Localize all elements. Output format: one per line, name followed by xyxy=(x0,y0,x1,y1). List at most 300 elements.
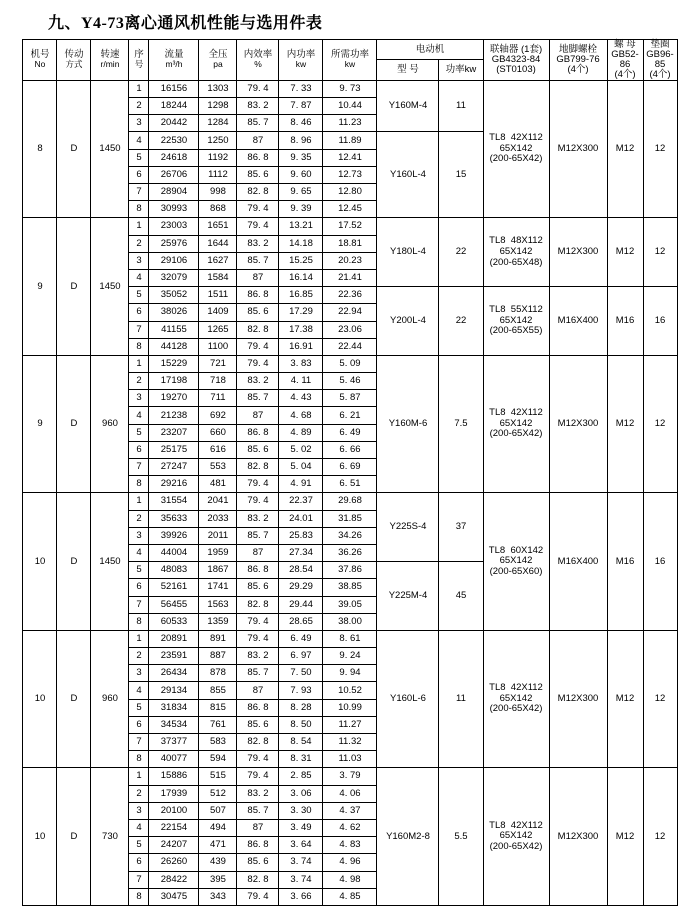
cell-liuliang: 24207 xyxy=(149,837,199,854)
cell-xuhao: 1 xyxy=(129,768,149,785)
cell-liuliang: 23003 xyxy=(149,218,199,235)
cell-suoxugonglv: 4. 98 xyxy=(323,871,377,888)
cell-neixiaolv: 82. 8 xyxy=(237,871,279,888)
cell-neixiaolv: 79. 4 xyxy=(237,613,279,630)
cell-chuandong: D xyxy=(57,80,91,218)
cell-neixiaolv: 79. 4 xyxy=(237,201,279,218)
cell-neixiaolv: 83. 2 xyxy=(237,98,279,115)
cell-dijiaoluoshuan: M12X300 xyxy=(549,630,607,768)
cell-xuhao: 3 xyxy=(129,390,149,407)
cell-suoxugonglv: 11.32 xyxy=(323,734,377,751)
cell-motor-gonglv: 22 xyxy=(439,287,483,356)
cell-dianquan: 16 xyxy=(643,287,677,356)
cell-liuliang: 56455 xyxy=(149,596,199,613)
cell-suoxugonglv: 4. 96 xyxy=(323,854,377,871)
cell-xuhao: 4 xyxy=(129,682,149,699)
cell-neixiaolv: 85. 6 xyxy=(237,854,279,871)
cell-neixiaolv: 86. 8 xyxy=(237,424,279,441)
cell-neigonglv: 9. 35 xyxy=(279,149,323,166)
cell-suoxugonglv: 22.36 xyxy=(323,287,377,304)
table-row xyxy=(23,355,677,372)
cell-neixiaolv: 82. 8 xyxy=(237,321,279,338)
cell-neixiaolv: 87 xyxy=(237,269,279,286)
cell-luomu: M12 xyxy=(607,768,643,906)
cell-suoxugonglv: 37.86 xyxy=(323,562,377,579)
cell-neigonglv: 3. 83 xyxy=(279,355,323,372)
cell-zhuansu: 1450 xyxy=(91,493,129,631)
cell-motor-gonglv: 45 xyxy=(439,562,483,631)
cell-xuhao: 1 xyxy=(129,80,149,97)
cell-jihao: 9 xyxy=(23,218,57,356)
cell-liuliang: 28422 xyxy=(149,871,199,888)
cell-neigonglv: 4. 43 xyxy=(279,390,323,407)
cell-quanya: 1100 xyxy=(199,338,237,355)
cell-quanya: 1627 xyxy=(199,252,237,269)
cell-dijiaoluoshuan: M12X300 xyxy=(549,768,607,906)
cell-quanya: 1584 xyxy=(199,269,237,286)
cell-lianzhouqi: TL8 42X112 65X142 (200-65X42) xyxy=(483,630,549,768)
cell-neixiaolv: 79. 4 xyxy=(237,493,279,510)
cell-neigonglv: 16.85 xyxy=(279,287,323,304)
cell-quanya: 507 xyxy=(199,802,237,819)
cell-xuhao: 2 xyxy=(129,648,149,665)
cell-xuhao: 5 xyxy=(129,837,149,854)
cell-suoxugonglv: 38.00 xyxy=(323,613,377,630)
cell-liuliang: 35633 xyxy=(149,510,199,527)
cell-xuhao: 1 xyxy=(129,630,149,647)
cell-motor-xinghao: Y180L-4 xyxy=(377,218,439,287)
cell-neigonglv: 27.34 xyxy=(279,544,323,561)
cell-xuhao: 4 xyxy=(129,132,149,149)
cell-lianzhouqi: TL8 42X112 65X142 (200-65X42) xyxy=(483,355,549,493)
cell-xuhao: 7 xyxy=(129,734,149,751)
cell-neigonglv: 5. 02 xyxy=(279,441,323,458)
cell-xuhao: 2 xyxy=(129,98,149,115)
cell-neigonglv: 8. 31 xyxy=(279,751,323,768)
cell-dijiaoluoshuan: M12X300 xyxy=(549,218,607,287)
col-head-neigonglv: 内功率 kw xyxy=(279,40,323,81)
cell-quanya: 512 xyxy=(199,785,237,802)
cell-neixiaolv: 85. 7 xyxy=(237,527,279,544)
cell-liuliang: 26434 xyxy=(149,665,199,682)
cell-suoxugonglv: 23.06 xyxy=(323,321,377,338)
cell-zhuansu: 1450 xyxy=(91,218,129,356)
cell-suoxugonglv: 12.41 xyxy=(323,149,377,166)
cell-quanya: 2033 xyxy=(199,510,237,527)
cell-suoxugonglv: 5. 09 xyxy=(323,355,377,372)
cell-neigonglv: 17.38 xyxy=(279,321,323,338)
cell-quanya: 1867 xyxy=(199,562,237,579)
cell-liuliang: 23591 xyxy=(149,648,199,665)
cell-neixiaolv: 87 xyxy=(237,682,279,699)
cell-chuandong: D xyxy=(57,630,91,768)
cell-neixiaolv: 86. 8 xyxy=(237,837,279,854)
cell-liuliang: 24618 xyxy=(149,149,199,166)
cell-neigonglv: 8. 96 xyxy=(279,132,323,149)
cell-liuliang: 29134 xyxy=(149,682,199,699)
cell-neixiaolv: 79. 4 xyxy=(237,338,279,355)
cell-neixiaolv: 79. 4 xyxy=(237,80,279,97)
cell-xuhao: 2 xyxy=(129,235,149,252)
cell-neixiaolv: 86. 8 xyxy=(237,699,279,716)
cell-chuandong: D xyxy=(57,355,91,493)
page-title: 九、Y4-73离心通风机性能与选用件表 xyxy=(48,15,323,32)
cell-quanya: 1192 xyxy=(199,149,237,166)
cell-neixiaolv: 79. 4 xyxy=(237,218,279,235)
cell-dijiaoluoshuan: M12X300 xyxy=(549,355,607,493)
cell-liuliang: 17939 xyxy=(149,785,199,802)
cell-suoxugonglv: 9. 73 xyxy=(323,80,377,97)
cell-luomu: M12 xyxy=(607,218,643,287)
cell-neixiaolv: 83. 2 xyxy=(237,785,279,802)
cell-quanya: 878 xyxy=(199,665,237,682)
cell-quanya: 1250 xyxy=(199,132,237,149)
cell-xuhao: 3 xyxy=(129,115,149,132)
cell-xuhao: 6 xyxy=(129,441,149,458)
cell-neigonglv: 16.14 xyxy=(279,269,323,286)
cell-neixiaolv: 85. 7 xyxy=(237,115,279,132)
cell-xuhao: 6 xyxy=(129,304,149,321)
cell-neigonglv: 2. 85 xyxy=(279,768,323,785)
cell-xuhao: 1 xyxy=(129,493,149,510)
col-head-dianquan: 垫圈 GB96-85 (4个) xyxy=(643,40,677,81)
cell-liuliang: 41155 xyxy=(149,321,199,338)
cell-suoxugonglv: 11.03 xyxy=(323,751,377,768)
cell-dianquan: 16 xyxy=(643,493,677,631)
cell-suoxugonglv: 38.85 xyxy=(323,579,377,596)
cell-suoxugonglv: 4. 06 xyxy=(323,785,377,802)
cell-xuhao: 2 xyxy=(129,373,149,390)
cell-suoxugonglv: 6. 69 xyxy=(323,459,377,476)
cell-neixiaolv: 85. 6 xyxy=(237,166,279,183)
cell-quanya: 1644 xyxy=(199,235,237,252)
cell-quanya: 515 xyxy=(199,768,237,785)
cell-neigonglv: 7. 93 xyxy=(279,682,323,699)
cell-dijiaoluoshuan: M16X400 xyxy=(549,287,607,356)
cell-liuliang: 27247 xyxy=(149,459,199,476)
cell-neixiaolv: 83. 2 xyxy=(237,373,279,390)
cell-luomu: M12 xyxy=(607,80,643,218)
cell-motor-gonglv: 11 xyxy=(439,630,483,768)
cell-liuliang: 22530 xyxy=(149,132,199,149)
cell-suoxugonglv: 22.94 xyxy=(323,304,377,321)
cell-lianzhouqi: TL8 60X142 65X142 (200-65X60) xyxy=(483,493,549,631)
cell-liuliang: 17198 xyxy=(149,373,199,390)
cell-liuliang: 34534 xyxy=(149,716,199,733)
cell-neigonglv: 17.29 xyxy=(279,304,323,321)
cell-neixiaolv: 79. 4 xyxy=(237,630,279,647)
cell-liuliang: 30993 xyxy=(149,201,199,218)
table-row xyxy=(23,493,677,510)
cell-neixiaolv: 82. 8 xyxy=(237,734,279,751)
cell-quanya: 594 xyxy=(199,751,237,768)
cell-motor-xinghao: Y225S-4 xyxy=(377,493,439,562)
cell-neixiaolv: 86. 8 xyxy=(237,149,279,166)
cell-motor-xinghao: Y160M-4 xyxy=(377,80,439,132)
cell-xuhao: 1 xyxy=(129,355,149,372)
cell-suoxugonglv: 31.85 xyxy=(323,510,377,527)
cell-suoxugonglv: 12.80 xyxy=(323,184,377,201)
cell-suoxugonglv: 4. 83 xyxy=(323,837,377,854)
col-head-suoxugonglv: 所需功率 kw xyxy=(323,40,377,81)
cell-liuliang: 48083 xyxy=(149,562,199,579)
cell-quanya: 1359 xyxy=(199,613,237,630)
cell-liuliang: 38026 xyxy=(149,304,199,321)
cell-quanya: 1298 xyxy=(199,98,237,115)
cell-lianzhouqi: TL8 55X112 65X142 (200-65X55) xyxy=(483,287,549,356)
cell-xuhao: 2 xyxy=(129,785,149,802)
col-head-zhuansu: 转速 r/min xyxy=(91,40,129,81)
cell-xuhao: 3 xyxy=(129,252,149,269)
cell-suoxugonglv: 17.52 xyxy=(323,218,377,235)
cell-neixiaolv: 79. 4 xyxy=(237,751,279,768)
cell-xuhao: 3 xyxy=(129,527,149,544)
cell-xuhao: 8 xyxy=(129,751,149,768)
cell-jihao: 10 xyxy=(23,630,57,768)
cell-liuliang: 44128 xyxy=(149,338,199,355)
cell-suoxugonglv: 6. 51 xyxy=(323,476,377,493)
cell-xuhao: 5 xyxy=(129,287,149,304)
cell-quanya: 660 xyxy=(199,424,237,441)
cell-jihao: 9 xyxy=(23,355,57,493)
cell-jihao: 10 xyxy=(23,493,57,631)
cell-suoxugonglv: 4. 85 xyxy=(323,888,377,905)
cell-xuhao: 5 xyxy=(129,699,149,716)
cell-quanya: 1959 xyxy=(199,544,237,561)
cell-neigonglv: 3. 66 xyxy=(279,888,323,905)
cell-neigonglv: 4. 91 xyxy=(279,476,323,493)
cell-motor-xinghao: Y225M-4 xyxy=(377,562,439,631)
cell-liuliang: 29106 xyxy=(149,252,199,269)
cell-quanya: 868 xyxy=(199,201,237,218)
cell-suoxugonglv: 34.26 xyxy=(323,527,377,544)
cell-liuliang: 31834 xyxy=(149,699,199,716)
cell-neigonglv: 14.18 xyxy=(279,235,323,252)
cell-neigonglv: 4. 11 xyxy=(279,373,323,390)
cell-liuliang: 32079 xyxy=(149,269,199,286)
cell-neigonglv: 3. 74 xyxy=(279,871,323,888)
cell-neixiaolv: 83. 2 xyxy=(237,235,279,252)
cell-liuliang: 20100 xyxy=(149,802,199,819)
cell-suoxugonglv: 8. 61 xyxy=(323,630,377,647)
cell-neigonglv: 24.01 xyxy=(279,510,323,527)
cell-liuliang: 25175 xyxy=(149,441,199,458)
cell-quanya: 815 xyxy=(199,699,237,716)
cell-quanya: 1112 xyxy=(199,166,237,183)
cell-quanya: 481 xyxy=(199,476,237,493)
cell-xuhao: 7 xyxy=(129,871,149,888)
cell-quanya: 1651 xyxy=(199,218,237,235)
cell-neigonglv: 8. 28 xyxy=(279,699,323,716)
cell-neixiaolv: 87 xyxy=(237,132,279,149)
cell-liuliang: 39926 xyxy=(149,527,199,544)
cell-neixiaolv: 87 xyxy=(237,819,279,836)
cell-neigonglv: 9. 60 xyxy=(279,166,323,183)
cell-liuliang: 30475 xyxy=(149,888,199,905)
cell-liuliang: 15229 xyxy=(149,355,199,372)
cell-liuliang: 25976 xyxy=(149,235,199,252)
cell-liuliang: 52161 xyxy=(149,579,199,596)
cell-xuhao: 4 xyxy=(129,269,149,286)
cell-quanya: 343 xyxy=(199,888,237,905)
cell-zhuansu: 960 xyxy=(91,355,129,493)
cell-suoxugonglv: 10.99 xyxy=(323,699,377,716)
cell-xuhao: 6 xyxy=(129,716,149,733)
cell-suoxugonglv: 9. 24 xyxy=(323,648,377,665)
cell-quanya: 718 xyxy=(199,373,237,390)
cell-quanya: 998 xyxy=(199,184,237,201)
cell-liuliang: 28904 xyxy=(149,184,199,201)
col-head-jihao: 机号 No xyxy=(23,40,57,81)
cell-neixiaolv: 85. 6 xyxy=(237,441,279,458)
cell-quanya: 471 xyxy=(199,837,237,854)
col-head-xuhao: 序 号 xyxy=(129,40,149,81)
cell-motor-xinghao: Y160M2-8 xyxy=(377,768,439,906)
cell-neigonglv: 16.91 xyxy=(279,338,323,355)
cell-quanya: 761 xyxy=(199,716,237,733)
cell-xuhao: 5 xyxy=(129,149,149,166)
cell-dijiaoluoshuan: M12X300 xyxy=(549,80,607,218)
cell-xuhao: 5 xyxy=(129,562,149,579)
cell-liuliang: 21238 xyxy=(149,407,199,424)
cell-zhuansu: 730 xyxy=(91,768,129,906)
cell-neixiaolv: 85. 7 xyxy=(237,390,279,407)
cell-xuhao: 7 xyxy=(129,459,149,476)
cell-liuliang: 60533 xyxy=(149,613,199,630)
cell-dianquan: 12 xyxy=(643,768,677,906)
cell-xuhao: 8 xyxy=(129,338,149,355)
cell-neigonglv: 29.44 xyxy=(279,596,323,613)
cell-luomu: M12 xyxy=(607,630,643,768)
cell-suoxugonglv: 4. 37 xyxy=(323,802,377,819)
cell-motor-xinghao: Y160L-4 xyxy=(377,132,439,218)
cell-suoxugonglv: 5. 87 xyxy=(323,390,377,407)
cell-xuhao: 4 xyxy=(129,544,149,561)
cell-quanya: 891 xyxy=(199,630,237,647)
cell-xuhao: 1 xyxy=(129,218,149,235)
cell-xuhao: 2 xyxy=(129,510,149,527)
cell-neixiaolv: 79. 4 xyxy=(237,768,279,785)
cell-neixiaolv: 85. 7 xyxy=(237,252,279,269)
cell-quanya: 711 xyxy=(199,390,237,407)
cell-quanya: 721 xyxy=(199,355,237,372)
cell-motor-xinghao: Y160L-6 xyxy=(377,630,439,768)
cell-suoxugonglv: 6. 66 xyxy=(323,441,377,458)
cell-neixiaolv: 83. 2 xyxy=(237,510,279,527)
cell-neigonglv: 28.65 xyxy=(279,613,323,630)
cell-neigonglv: 8. 54 xyxy=(279,734,323,751)
table-row xyxy=(23,218,677,235)
cell-neixiaolv: 86. 8 xyxy=(237,287,279,304)
cell-liuliang: 26260 xyxy=(149,854,199,871)
cell-suoxugonglv: 10.44 xyxy=(323,98,377,115)
cell-suoxugonglv: 22.44 xyxy=(323,338,377,355)
cell-liuliang: 16156 xyxy=(149,80,199,97)
cell-liuliang: 26706 xyxy=(149,166,199,183)
cell-xuhao: 7 xyxy=(129,596,149,613)
cell-neigonglv: 25.83 xyxy=(279,527,323,544)
cell-neixiaolv: 85. 7 xyxy=(237,802,279,819)
cell-suoxugonglv: 18.81 xyxy=(323,235,377,252)
cell-motor-gonglv: 11 xyxy=(439,80,483,132)
cell-quanya: 553 xyxy=(199,459,237,476)
cell-dianquan: 12 xyxy=(643,630,677,768)
col-head-quanya: 全压 pa xyxy=(199,40,237,81)
cell-chuandong: D xyxy=(57,218,91,356)
cell-neigonglv: 7. 33 xyxy=(279,80,323,97)
cell-neigonglv: 3. 30 xyxy=(279,802,323,819)
cell-neigonglv: 28.54 xyxy=(279,562,323,579)
cell-suoxugonglv: 3. 79 xyxy=(323,768,377,785)
cell-liuliang: 20891 xyxy=(149,630,199,647)
cell-quanya: 616 xyxy=(199,441,237,458)
cell-dianquan: 12 xyxy=(643,355,677,493)
cell-suoxugonglv: 6. 49 xyxy=(323,424,377,441)
cell-liuliang: 15886 xyxy=(149,768,199,785)
cell-neixiaolv: 87 xyxy=(237,544,279,561)
cell-neixiaolv: 82. 8 xyxy=(237,184,279,201)
cell-dianquan: 12 xyxy=(643,80,677,218)
col-head-neixiaolv: 内效率 % xyxy=(237,40,279,81)
cell-motor-xinghao: Y160M-6 xyxy=(377,355,439,493)
cell-neigonglv: 3. 06 xyxy=(279,785,323,802)
cell-motor-gonglv: 22 xyxy=(439,218,483,287)
cell-suoxugonglv: 10.52 xyxy=(323,682,377,699)
cell-neixiaolv: 86. 8 xyxy=(237,562,279,579)
cell-neigonglv: 8. 46 xyxy=(279,115,323,132)
cell-neigonglv: 6. 49 xyxy=(279,630,323,647)
cell-dianquan: 12 xyxy=(643,218,677,287)
cell-neigonglv: 3. 74 xyxy=(279,854,323,871)
cell-liuliang: 35052 xyxy=(149,287,199,304)
cell-neixiaolv: 82. 8 xyxy=(237,596,279,613)
cell-lianzhouqi: TL8 42X112 65X142 (200-65X42) xyxy=(483,80,549,218)
cell-motor-gonglv: 37 xyxy=(439,493,483,562)
cell-neigonglv: 15.25 xyxy=(279,252,323,269)
cell-xuhao: 8 xyxy=(129,888,149,905)
col-head-dijiaoluoshuan: 地脚螺栓 GB799-76 (4个) xyxy=(549,40,607,81)
cell-quanya: 395 xyxy=(199,871,237,888)
cell-neigonglv: 4. 89 xyxy=(279,424,323,441)
cell-liuliang: 22154 xyxy=(149,819,199,836)
table-row xyxy=(23,768,677,785)
cell-xuhao: 8 xyxy=(129,476,149,493)
cell-neigonglv: 9. 65 xyxy=(279,184,323,201)
table-row xyxy=(23,80,677,97)
cell-quanya: 1284 xyxy=(199,115,237,132)
cell-liuliang: 44004 xyxy=(149,544,199,561)
cell-liuliang: 31554 xyxy=(149,493,199,510)
cell-quanya: 1409 xyxy=(199,304,237,321)
cell-suoxugonglv: 6. 21 xyxy=(323,407,377,424)
cell-neigonglv: 7. 50 xyxy=(279,665,323,682)
cell-suoxugonglv: 36.26 xyxy=(323,544,377,561)
table-header-row xyxy=(23,40,677,60)
cell-motor-gonglv: 7.5 xyxy=(439,355,483,493)
cell-liuliang: 40077 xyxy=(149,751,199,768)
cell-neixiaolv: 82. 8 xyxy=(237,459,279,476)
cell-quanya: 1741 xyxy=(199,579,237,596)
cell-liuliang: 19270 xyxy=(149,390,199,407)
cell-liuliang: 20442 xyxy=(149,115,199,132)
cell-liuliang: 29216 xyxy=(149,476,199,493)
cell-xuhao: 6 xyxy=(129,854,149,871)
col-head-luomu: 螺 母 GB52-86 (4个) xyxy=(607,40,643,81)
cell-neigonglv: 4. 68 xyxy=(279,407,323,424)
cell-quanya: 583 xyxy=(199,734,237,751)
cell-xuhao: 8 xyxy=(129,201,149,218)
cell-neixiaolv: 79. 4 xyxy=(237,355,279,372)
